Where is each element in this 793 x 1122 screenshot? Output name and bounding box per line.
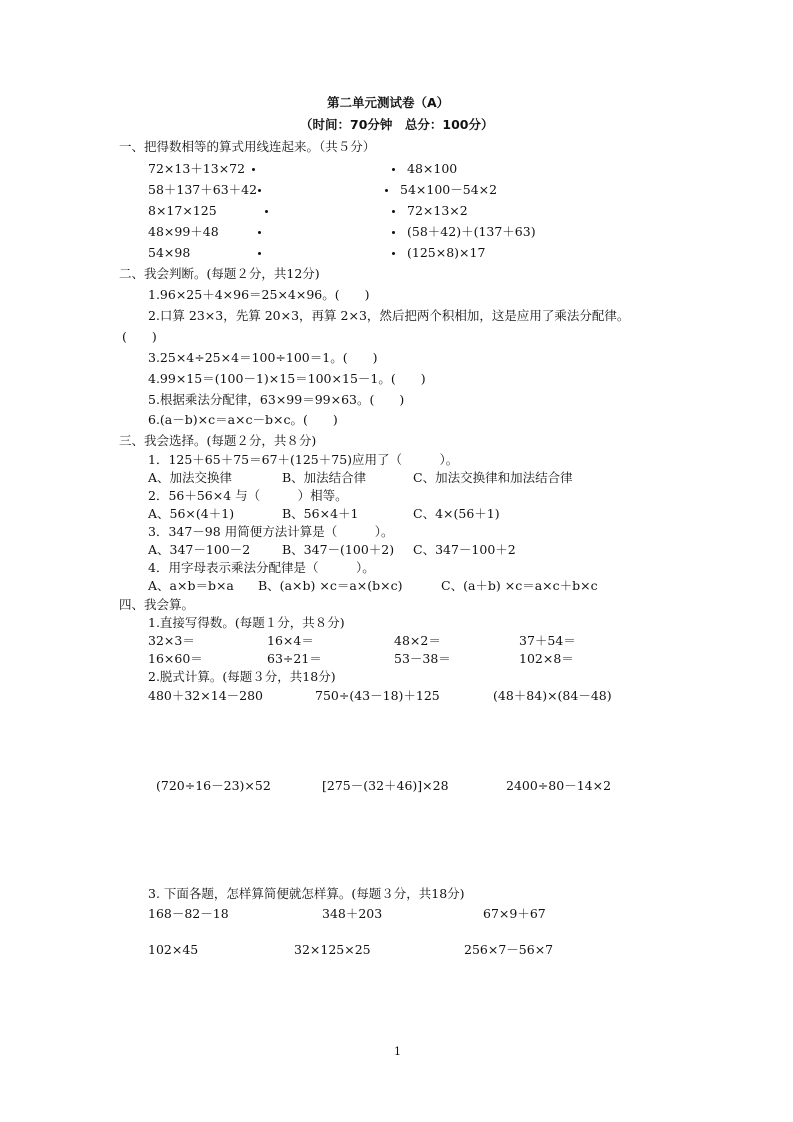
step-calc-item: [275－(32＋46)]×28 <box>322 778 449 793</box>
oral-calc-item: 37＋54＝ <box>519 633 576 648</box>
part-3-heading: 3. 下面各题，怎样算简便就怎样算。(每题３分，共18分) <box>148 886 465 901</box>
match-left-3: 8×17×125 <box>148 203 217 218</box>
section-1-heading: 一、把得数相等的算式用线连起来。（共５分） <box>119 139 376 154</box>
oral-calc-item: 53－38＝ <box>394 651 451 666</box>
simple-calc-item: 168－82－18 <box>148 906 229 921</box>
step-calc-item: (48＋84)×(84－48) <box>493 688 612 703</box>
simple-calc-item: 67×9＋67 <box>483 906 546 921</box>
judge-q6: 6.(a－b)×c＝a×c－b×c。( ) <box>148 412 338 427</box>
step-calc-item: (720÷16－23)×52 <box>156 778 271 793</box>
match-left-4: 48×99＋48 <box>148 224 219 239</box>
choice-q4-option-b[interactable]: B、(a×b) ×c＝a×(b×c) <box>258 578 403 593</box>
choice-q3-option-a[interactable]: A、347－100－2 <box>148 542 251 557</box>
oral-calc-item: 63÷21＝ <box>267 651 322 666</box>
match-right-4: (58＋42)＋(137＋63) <box>407 224 536 239</box>
simple-calc-item: 256×7－56×7 <box>464 942 554 957</box>
choice-q3-option-c[interactable]: C、347－100＋2 <box>413 542 516 557</box>
judge-q5: 5.根据乘法分配律，63×99＝99×63。( ) <box>148 392 405 407</box>
part-2-heading: 2.脱式计算。(每题３分，共18分) <box>148 669 336 684</box>
match-left-1: 72×13＋13×72 <box>148 161 246 176</box>
simple-calc-item: 32×125×25 <box>294 942 371 957</box>
match-dot-right-4[interactable] <box>392 231 395 234</box>
choice-q2: 2．56＋56×4 与（ ）相等。 <box>148 488 348 503</box>
match-right-1: 48×100 <box>407 161 458 176</box>
choice-q4-option-c[interactable]: C、(a＋b) ×c＝a×c＋b×c <box>441 578 598 593</box>
page-subtitle: （时间：70分钟 总分：100分） <box>300 117 494 132</box>
match-dot-right-3[interactable] <box>392 210 395 213</box>
choice-q1: 1．125＋65＋75＝67＋(125＋75)应用了（ ）。 <box>148 452 459 467</box>
page-number: 1 <box>394 1045 401 1058</box>
choice-q2-option-a[interactable]: A、56×(4＋1) <box>148 506 235 521</box>
judge-q1: 1.96×25＋4×96＝25×4×96。( ) <box>148 287 370 302</box>
match-dot-left-5[interactable] <box>258 252 261 255</box>
match-left-2: 58＋137＋63＋42 <box>148 182 258 197</box>
judge-q4: 4.99×15＝(100－1)×15＝100×15－1。( ) <box>148 371 426 386</box>
match-dot-right-5[interactable] <box>392 252 395 255</box>
choice-q1-option-b[interactable]: B、加法结合律 <box>282 470 367 485</box>
step-calc-item: 2400÷80－14×2 <box>506 778 612 793</box>
simple-calc-item: 102×45 <box>148 942 199 957</box>
match-dot-right-1[interactable] <box>392 168 395 171</box>
oral-calc-item: 102×8＝ <box>519 651 574 666</box>
section-4-heading: 四、我会算。 <box>119 597 195 612</box>
match-dot-left-2[interactable] <box>258 189 261 192</box>
judge-q2-bracket: ( ) <box>122 329 157 344</box>
oral-calc-item: 48×2＝ <box>394 633 441 648</box>
choice-q4-option-a[interactable]: A、a×b＝b×a <box>148 578 234 593</box>
match-dot-left-3[interactable] <box>265 210 268 213</box>
match-dot-left-4[interactable] <box>258 231 261 234</box>
judge-q2: 2.口算 23×3，先算 20×3，再算 2×3，然后把两个积相加，这是应用了乘法分配律。 <box>148 308 630 323</box>
choice-q4: 4．用字母表示乘法分配律是（ ）。 <box>148 560 375 575</box>
oral-calc-item: 32×3＝ <box>148 633 195 648</box>
match-right-3: 72×13×2 <box>407 203 468 218</box>
simple-calc-item: 348＋203 <box>322 906 383 921</box>
section-2-heading: 二、我会判断。(每题２分，共12分) <box>119 266 320 281</box>
judge-q3: 3.25×4÷25×4＝100÷100＝1。( ) <box>148 350 378 365</box>
choice-q2-option-b[interactable]: B、56×4＋1 <box>282 506 359 521</box>
step-calc-item: 480＋32×14－280 <box>148 688 264 703</box>
match-dot-left-1[interactable] <box>252 168 255 171</box>
choice-q3: 3．347－98 用简便方法计算是（ ）。 <box>148 524 394 539</box>
choice-q2-option-c[interactable]: C、4×(56＋1) <box>413 506 500 521</box>
step-calc-item: 750÷(43－18)＋125 <box>315 688 440 703</box>
section-3-heading: 三、我会选择。(每题２分，共８分) <box>119 433 317 448</box>
choice-q1-option-c[interactable]: C、加法交换律和加法结合律 <box>413 470 573 485</box>
match-right-2: 54×100－54×2 <box>400 182 498 197</box>
match-dot-right-2[interactable] <box>385 189 388 192</box>
part-1-heading: 1.直接写得数。(每题１分，共８分) <box>148 615 345 630</box>
oral-calc-item: 16×60＝ <box>148 651 203 666</box>
choice-q3-option-b[interactable]: B、347－(100＋2) <box>282 542 395 557</box>
choice-q1-option-a[interactable]: A、加法交换律 <box>148 470 233 485</box>
page-title: 第二单元测试卷（A） <box>327 95 450 110</box>
oral-calc-item: 16×4＝ <box>267 633 314 648</box>
match-right-5: (125×8)×17 <box>407 245 486 260</box>
match-left-5: 54×98 <box>148 245 191 260</box>
